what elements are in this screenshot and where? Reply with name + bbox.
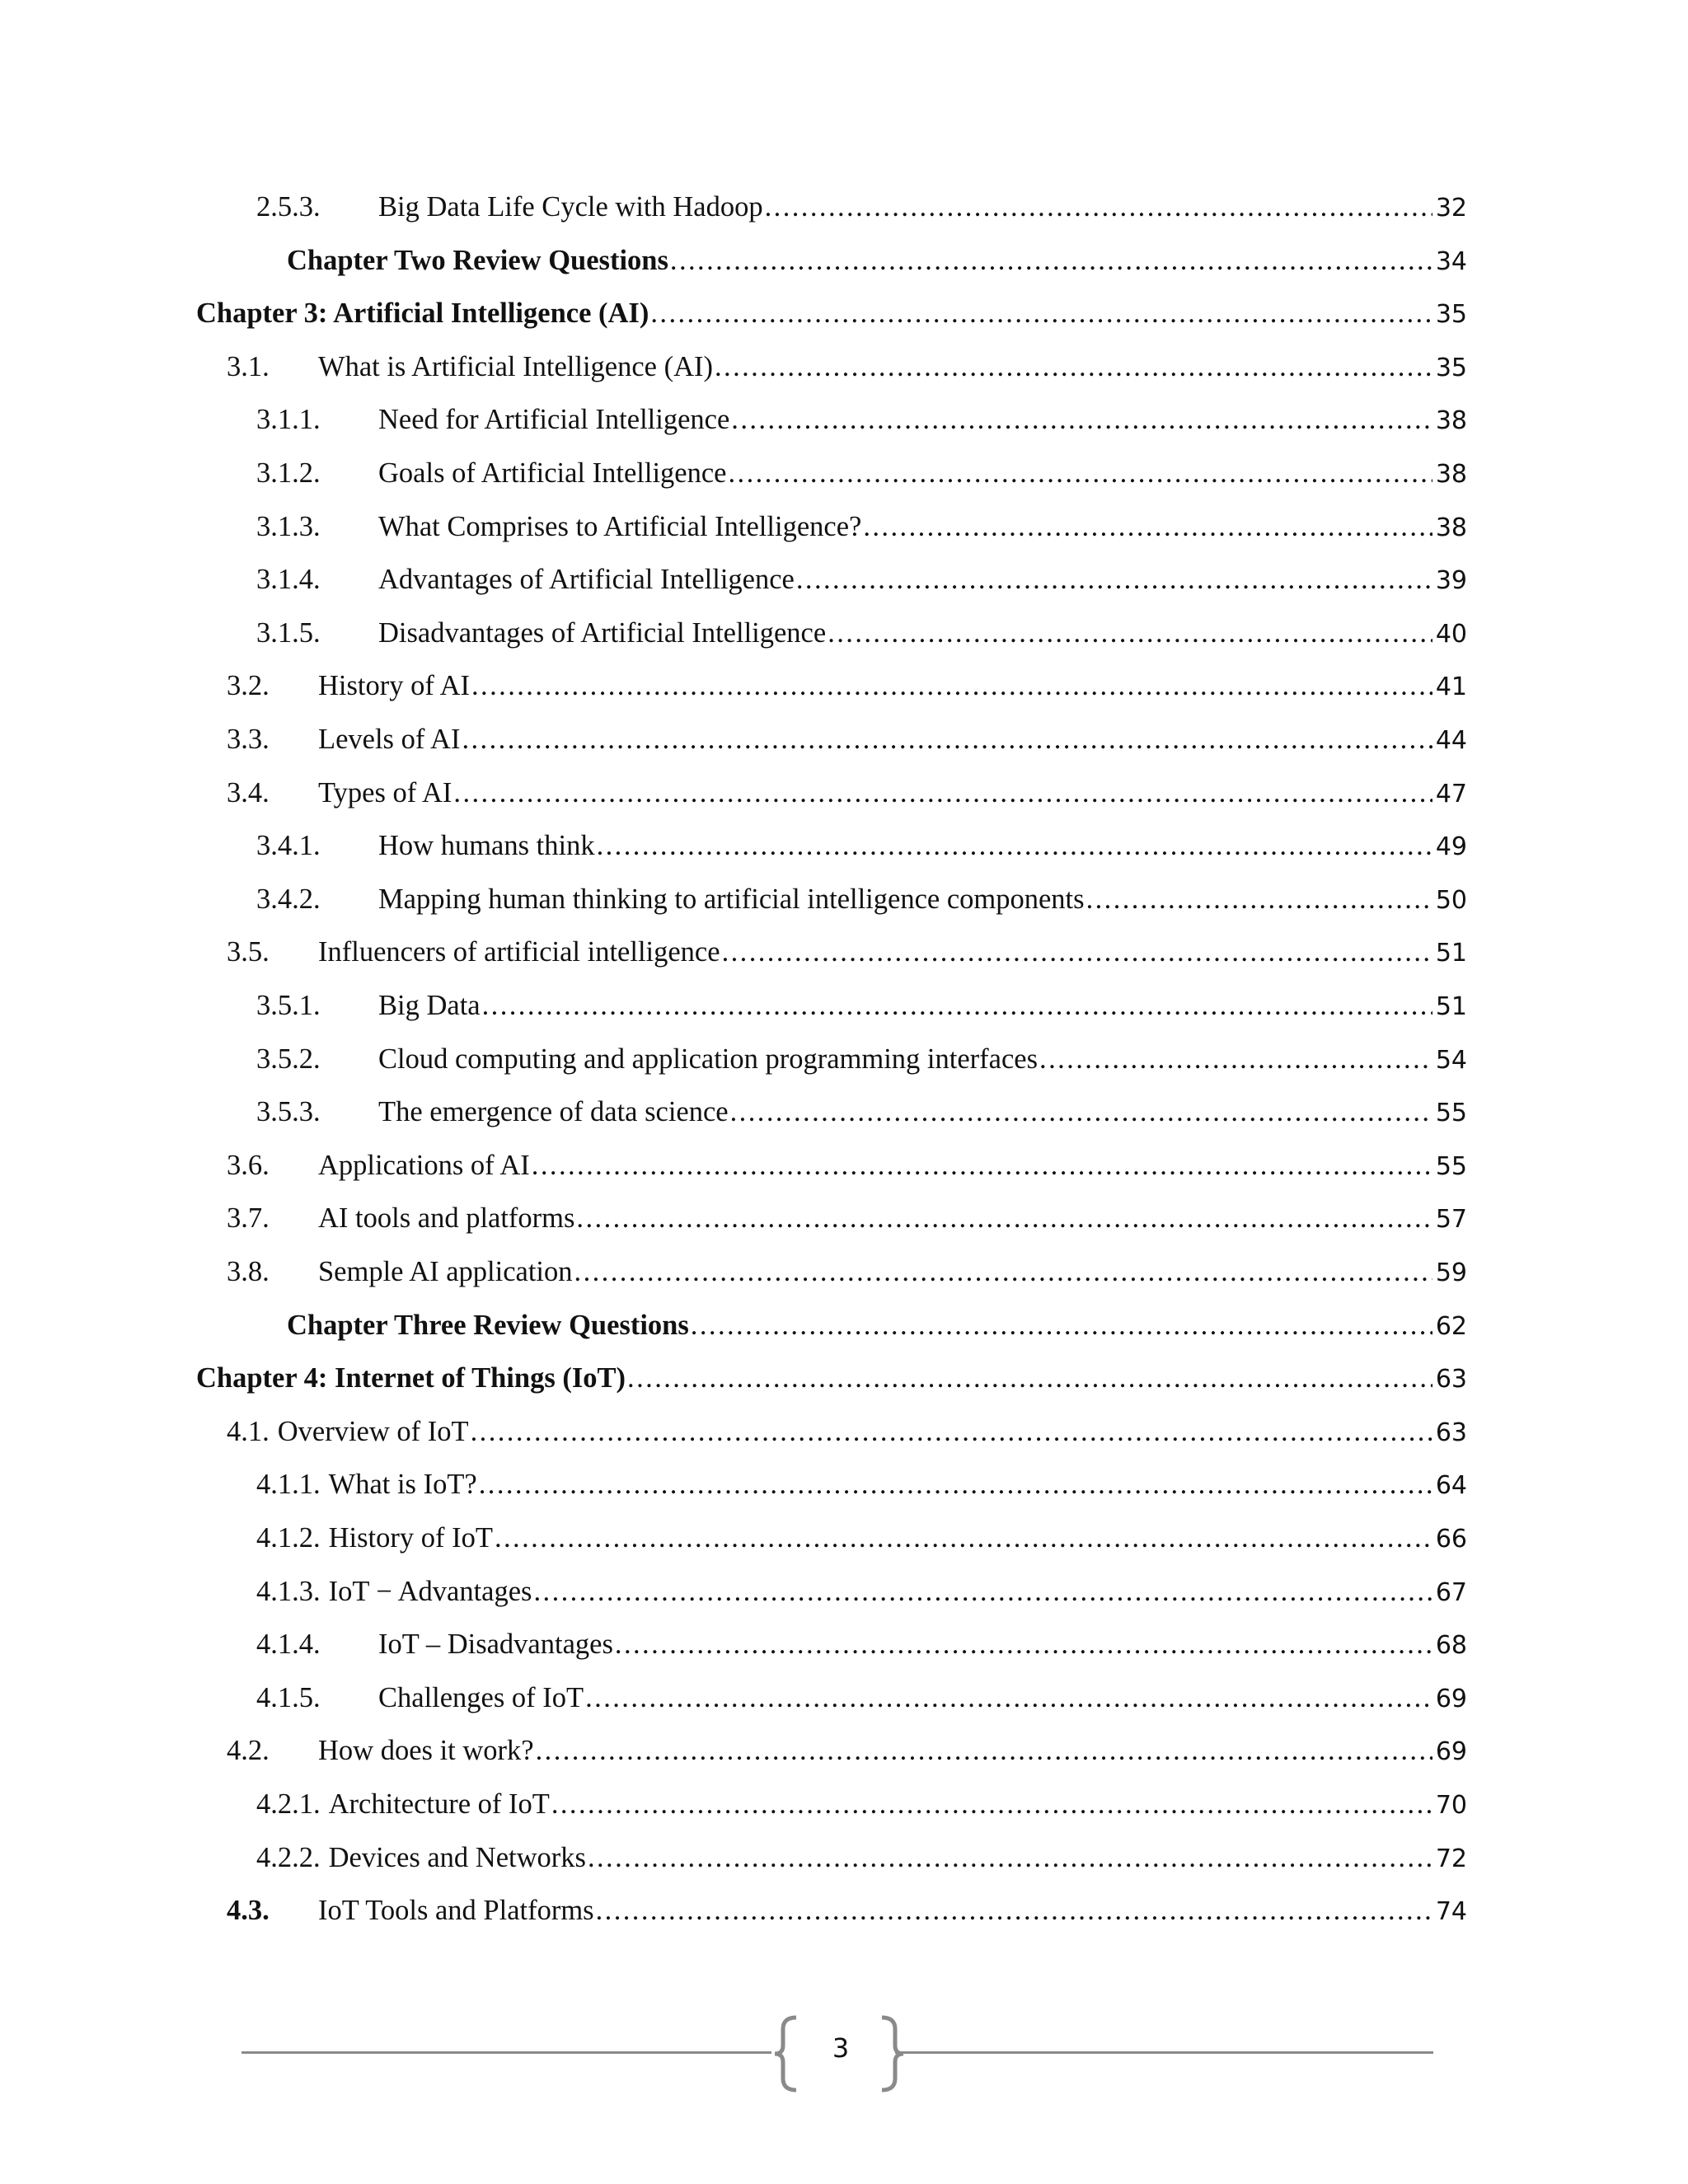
toc-entry-number: 3.3.: [227, 724, 270, 755]
toc-entry-page: 35: [1435, 300, 1467, 330]
dot-leader: [627, 1362, 1432, 1394]
toc-entry-number: 4.1.5.: [256, 1681, 321, 1713]
dot-leader: [796, 564, 1432, 596]
toc-entry-title: Semple AI application: [318, 1256, 573, 1287]
toc-entry-page: 51: [1435, 939, 1467, 968]
dot-leader: [462, 724, 1432, 756]
toc-entry-page: 49: [1435, 832, 1467, 862]
toc-entry-page: 69: [1435, 1737, 1467, 1767]
toc-entry-number: 3.5.3.: [256, 1096, 321, 1128]
toc-entry-title: Overview of IoT: [277, 1415, 469, 1447]
toc-entry[interactable]: [227, 936, 1467, 976]
toc-entry-page: 72: [1435, 1844, 1467, 1873]
toc-entry-page: 63: [1435, 1418, 1467, 1447]
toc-entry[interactable]: [227, 724, 1467, 763]
toc-entry-title: Devices and Networks: [328, 1841, 586, 1873]
dot-leader: [728, 457, 1432, 490]
toc-entry-number: 4.1.4.: [256, 1629, 321, 1661]
toc-entry-page: 62: [1435, 1311, 1467, 1341]
toc-entry-number: 3.4.: [227, 776, 270, 808]
toc-entry[interactable]: [256, 1788, 1467, 1828]
dot-leader: [670, 245, 1432, 277]
toc-entry[interactable]: [256, 1522, 1467, 1562]
toc-entry[interactable]: [256, 883, 1467, 923]
toc-entry-page: 64: [1435, 1471, 1467, 1501]
toc-entry-number: 3.5.: [227, 936, 270, 968]
toc-entry-number: 3.7.: [227, 1202, 270, 1235]
toc-entry[interactable]: [227, 1416, 1467, 1455]
dot-leader: [828, 617, 1432, 649]
toc-entry-page: 50: [1435, 885, 1467, 915]
toc-entry-page: 55: [1435, 1151, 1467, 1181]
toc-entry-page: 39: [1435, 566, 1467, 596]
toc-entry-number: 4.2.1.: [256, 1788, 321, 1820]
dot-leader: [532, 1150, 1432, 1182]
toc-entry[interactable]: [256, 1096, 1467, 1136]
toc-entry-number: 3.1.5.: [256, 616, 321, 649]
toc-entry[interactable]: [256, 1682, 1467, 1722]
toc-entry-number: 4.1.: [227, 1415, 270, 1447]
dot-leader: [722, 936, 1432, 968]
toc-entry-title: How humans think: [378, 830, 595, 862]
toc-entry-title: What Comprises to Artificial Intelligence?: [378, 510, 862, 542]
dot-leader: [765, 191, 1432, 223]
toc-entry-title: Disadvantages of Artificial Intelligence: [378, 616, 827, 649]
toc-entry-title: History of IoT: [328, 1522, 493, 1554]
toc-entry-number: 3.1.3.: [256, 510, 321, 542]
toc-entry-title: Challenges of IoT: [378, 1681, 584, 1713]
toc-entry-title: What is Artificial Intelligence (AI): [318, 350, 713, 382]
toc-entry-title: Chapter Two Review Questions: [287, 244, 668, 276]
toc-entry[interactable]: [227, 1895, 1467, 1934]
dot-leader: [482, 990, 1432, 1022]
toc-entry-title: Advantages of Artificial Intelligence: [378, 564, 795, 596]
dot-leader: [588, 1842, 1432, 1874]
dot-leader: [615, 1629, 1432, 1661]
toc-entry[interactable]: [256, 990, 1467, 1029]
toc-entry-title: What is IoT?: [328, 1469, 477, 1501]
toc-entry[interactable]: [227, 1735, 1467, 1774]
toc-entry-page: 35: [1435, 353, 1467, 382]
toc-entry-title: History of AI: [318, 670, 470, 702]
toc-entry-page: 44: [1435, 726, 1467, 755]
toc-entry-page: 66: [1435, 1525, 1467, 1554]
toc-entry-title: AI tools and platforms: [318, 1202, 575, 1235]
dot-leader: [453, 777, 1432, 809]
dot-leader: [863, 511, 1432, 543]
toc-entry-title: Types of AI: [318, 776, 452, 808]
toc-entry[interactable]: [256, 1842, 1467, 1882]
toc-entry-page: 68: [1435, 1631, 1467, 1661]
toc-entry[interactable]: [227, 777, 1467, 817]
toc-entry-page: 67: [1435, 1577, 1467, 1607]
toc-entry-title: IoT – Disadvantages: [378, 1629, 613, 1661]
toc-entry-number: 3.1.1.: [256, 404, 321, 436]
page-number: 3: [832, 2032, 850, 2064]
toc-entry-number: 4.2.2.: [256, 1841, 321, 1873]
toc-entry-page: 70: [1435, 1791, 1467, 1820]
toc-entry[interactable]: [287, 245, 1467, 284]
toc-entry[interactable]: [256, 1576, 1467, 1615]
dot-leader: [650, 298, 1432, 330]
toc-entry-page: 41: [1435, 673, 1467, 702]
toc-entry[interactable]: [256, 564, 1467, 603]
toc-entry-page: 38: [1435, 460, 1467, 489]
dot-leader: [1039, 1043, 1432, 1076]
toc-entry-title: Goals of Artificial Intelligence: [378, 457, 727, 489]
toc-entry-title: Need for Artificial Intelligence: [378, 404, 730, 436]
dot-leader: [576, 1202, 1432, 1235]
dot-leader: [551, 1788, 1432, 1821]
toc-entry[interactable]: [227, 1202, 1467, 1242]
dot-leader: [691, 1310, 1432, 1342]
toc-entry-number: 3.6.: [227, 1149, 270, 1181]
toc-entry-number: 3.1.: [227, 350, 270, 382]
toc-entry[interactable]: [256, 830, 1467, 869]
toc-entry-page: 34: [1435, 246, 1467, 276]
toc-entry[interactable]: [256, 191, 1467, 231]
toc-entry-number: 4.1.1.: [256, 1469, 321, 1501]
dot-leader: [471, 1416, 1432, 1448]
toc-entry-title: How does it work?: [318, 1735, 534, 1767]
toc-entry-number: 4.1.2.: [256, 1522, 321, 1554]
toc-entry-number: 3.5.1.: [256, 990, 321, 1021]
toc-entry-page: 40: [1435, 619, 1467, 649]
dot-leader: [730, 1096, 1432, 1128]
footer-rule-right: [895, 2051, 1433, 2054]
toc-entry-title: Cloud computing and application programming interfaces: [378, 1043, 1039, 1075]
toc-entry-number: 3.4.2.: [256, 883, 321, 915]
dot-leader: [715, 351, 1432, 383]
dot-leader: [536, 1735, 1432, 1767]
toc-entry-title: Chapter Three Review Questions: [287, 1309, 689, 1341]
toc-entry-title: Mapping human thinking to artificial intelligence components: [378, 883, 1085, 915]
dot-leader: [597, 830, 1432, 862]
toc-entry-number: 3.1.2.: [256, 457, 321, 489]
toc-entry-page: 47: [1435, 779, 1467, 808]
toc-entry-title: IoT Tools and Platforms: [318, 1895, 594, 1927]
dot-leader: [596, 1895, 1432, 1927]
toc-entry[interactable]: [287, 1310, 1467, 1349]
toc-entry-title: Chapter 4: Internet of Things (IoT): [196, 1362, 626, 1394]
toc-entry-title: Levels of AI: [318, 724, 461, 755]
toc-entry-title: Influencers of artificial intelligence: [318, 936, 720, 968]
toc-entry-title: IoT − Advantages: [328, 1575, 532, 1607]
page-footer: [0, 2011, 1688, 2093]
dot-leader: [1086, 883, 1432, 916]
toc-entry[interactable]: [256, 1043, 1467, 1083]
right-brace-icon: [877, 2014, 907, 2093]
toc-entry-page: 38: [1435, 513, 1467, 542]
toc-entry-title: The emergence of data science: [378, 1096, 729, 1128]
toc-entry-number: 3.4.1.: [256, 830, 321, 862]
dot-leader: [574, 1256, 1432, 1288]
toc-entry-page: 54: [1435, 1045, 1467, 1075]
dot-leader: [731, 404, 1432, 436]
left-brace-icon: [771, 2014, 801, 2093]
toc-entry-number: 4.2.: [227, 1735, 270, 1767]
toc-entry-title: Big Data Life Cycle with Hadoop: [378, 191, 763, 223]
toc-entry-page: 38: [1435, 406, 1467, 436]
toc-entry[interactable]: [256, 511, 1467, 551]
toc-entry-title: Architecture of IoT: [328, 1788, 550, 1820]
toc-entry-title: Chapter 3: Artificial Intelligence (AI): [196, 298, 649, 330]
toc-entry[interactable]: [196, 1362, 1467, 1402]
toc-entry[interactable]: [227, 351, 1467, 391]
toc-entry-title: Applications of AI: [318, 1149, 530, 1181]
toc-entry-number: 3.5.2.: [256, 1043, 321, 1075]
toc-entry-page: 51: [1435, 992, 1467, 1021]
toc-entry-page: 57: [1435, 1205, 1467, 1235]
dot-leader: [585, 1682, 1432, 1714]
toc-entry-number: 3.1.4.: [256, 564, 321, 596]
toc-entry-page: 74: [1435, 1897, 1467, 1927]
toc-entry-number: 4.3.: [227, 1895, 270, 1927]
toc-entry-page: 69: [1435, 1684, 1467, 1713]
toc-entry-page: 32: [1435, 194, 1467, 223]
toc-entry-page: 59: [1435, 1258, 1467, 1287]
footer-rule-left: [241, 2051, 771, 2054]
toc-entry-number: 3.2.: [227, 670, 270, 702]
toc-entry[interactable]: [196, 298, 1467, 337]
toc-entry[interactable]: [256, 1469, 1467, 1508]
toc-entry-number: 2.5.3.: [256, 191, 321, 223]
toc-entry[interactable]: [227, 1256, 1467, 1296]
dot-leader: [479, 1469, 1432, 1501]
toc-entry[interactable]: [256, 457, 1467, 497]
toc-entry-title: Big Data: [378, 990, 481, 1021]
toc-entry-number: 4.1.3.: [256, 1575, 321, 1607]
toc-entry[interactable]: [256, 617, 1467, 657]
dot-leader: [471, 670, 1432, 702]
toc-entry[interactable]: [227, 1150, 1467, 1189]
toc-entry[interactable]: [256, 404, 1467, 443]
dot-leader: [533, 1576, 1432, 1608]
toc-entry-page: 55: [1435, 1099, 1467, 1128]
toc-entry[interactable]: [227, 670, 1467, 710]
toc-entry-page: 63: [1435, 1365, 1467, 1394]
toc-entry-number: 3.8.: [227, 1256, 270, 1287]
dot-leader: [495, 1522, 1432, 1554]
toc-entry[interactable]: [256, 1629, 1467, 1668]
